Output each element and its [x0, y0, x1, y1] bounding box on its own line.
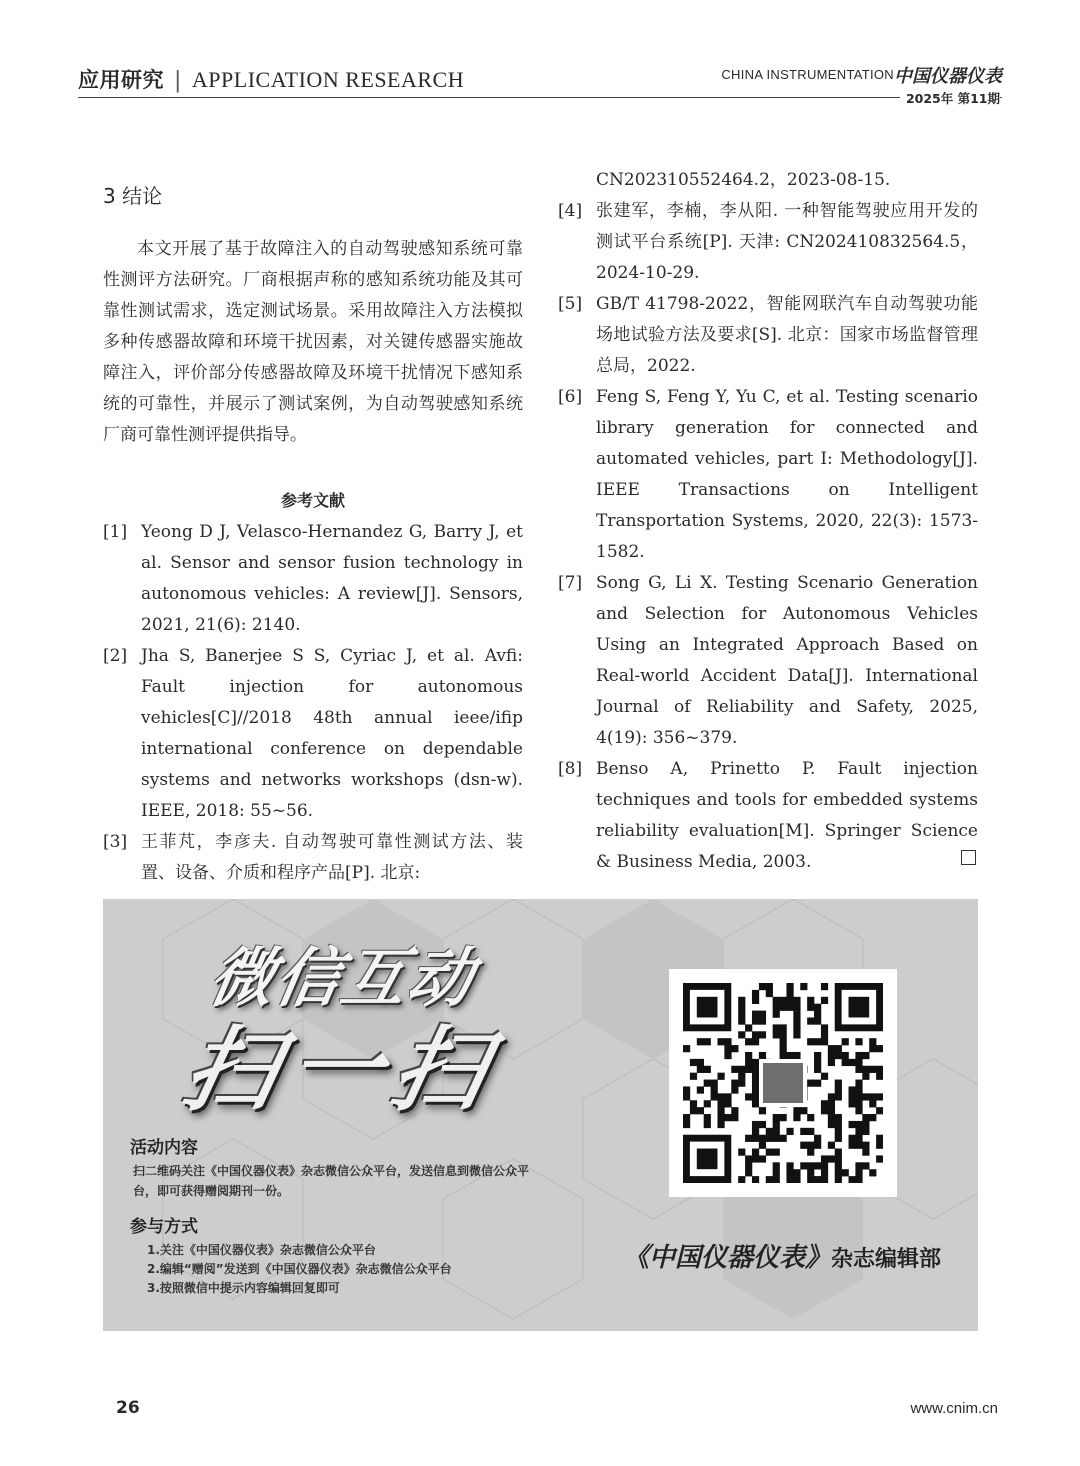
participation-steps — [147, 1241, 452, 1298]
reference-number: [6] — [558, 387, 583, 407]
wechat-ad-banner — [103, 899, 978, 1331]
reference-3-continuation: CN202310552464.2，2023-08-15. — [596, 170, 891, 190]
reference-number: [1] — [103, 522, 128, 542]
reference-number: [8] — [558, 759, 583, 779]
end-of-article-mark — [961, 850, 976, 865]
reference-item — [558, 289, 978, 382]
reference-item — [558, 382, 978, 568]
reference-text: GB/T 41798-2022，智能网联汽车自动驾驶功能场地试验方法及要求[S]. 北京：国家市场监督管理总局，2022. — [596, 294, 978, 376]
left-column — [103, 176, 523, 889]
reference-item — [103, 827, 523, 889]
reference-item — [558, 568, 978, 754]
running-header-section — [78, 64, 464, 94]
reference-text: Song G, Li X. Testing Scenario Generation and Selection for Autonomous Vehicles Using an Integrated Approach Based on Real-world Accident Data[J]. International Journal of Reliability and Safety, 2025, 4(19): 356~379. — [596, 573, 978, 748]
journal-logo-cn: 中国仪器仪表 — [894, 66, 1002, 87]
reference-number: [3] — [103, 832, 128, 852]
reference-item — [103, 641, 523, 827]
reference-item — [558, 196, 978, 289]
header-separator: | — [174, 68, 182, 93]
editorial-journal-name: 《中国仪器仪表》 — [623, 1243, 832, 1273]
right-column — [558, 165, 978, 878]
section-name-cn: 应用研究 — [78, 68, 164, 92]
editorial-credit — [623, 1237, 941, 1274]
qr-code-icon — [683, 983, 883, 1183]
references-heading: 参考文献 — [280, 491, 345, 510]
page-number: 26 — [116, 1398, 140, 1418]
qr-code[interactable] — [669, 969, 897, 1197]
reference-item — [558, 754, 978, 878]
journal-name-en: CHINA INSTRUMENTATION — [721, 67, 894, 82]
ad-title: 微信互动 — [203, 942, 481, 1016]
reference-text: Feng S, Feng Y, Yu C, et al. Testing scenario library generation for connected and automated vehicles, part I: Methodology[J]. IEEE Transactions on Intelligent Transportation Systems, 2020, 22(3): 1573-1582. — [596, 387, 978, 562]
participation-step: 2.编辑“赠阅”发送到《中国仪器仪表》杂志微信公众平台 — [147, 1262, 452, 1276]
reference-number: [7] — [558, 573, 583, 593]
reference-text: 张建军，李楠，李从阳. 一种智能驾驶应用开发的测试平台系统[P]. 天津: CN202410832564.5，2024-10-29. — [596, 201, 978, 283]
reference-text: 王菲芃，李彦夫. 自动驾驶可靠性测试方法、装置、设备、介质和程序产品[P]. 北京: — [141, 832, 523, 883]
reference-item — [103, 517, 523, 641]
editorial-department: 杂志编辑部 — [831, 1247, 942, 1272]
website-link[interactable]: www.cnim.cn — [910, 1400, 998, 1417]
issue-label: 2025年 第11期 — [900, 89, 1000, 107]
reference-number: [2] — [103, 646, 128, 666]
ad-subtitle: 扫一扫 — [174, 1017, 509, 1124]
header-rule — [78, 97, 1002, 98]
conclusion-paragraph: 本文开展了基于故障注入的自动驾驶感知系统可靠性测评方法研究。厂商根据声称的感知系统功能及其可靠性测试需求，选定测试场景。采用故障注入方法模拟多种传感器故障和环境干扰因素，对关键传感器实施故障注入，评价部分传感器故障及环境干扰情况下感知系统的可靠性，并展示了测试案例，为自动驾驶感知系统厂商可靠性测评提供指导。 — [103, 239, 523, 445]
reference-text: Benso A, Prinetto P. Fault injection techniques and tools for embedded systems reliability evaluation[M]. Springer Science & Business Media, 2003. — [596, 759, 978, 872]
participation-step: 3.按照微信中提示内容编辑回复即可 — [147, 1281, 340, 1295]
activity-text: 扫二维码关注《中国仪器仪表》杂志微信公众平台，发送信息到微信公众平台，即可获得赠阅期刊一份。 — [133, 1164, 530, 1198]
section-name-en: APPLICATION RESEARCH — [191, 67, 465, 92]
activity-heading: 活动内容 — [130, 1138, 198, 1158]
participation-step: 1.关注《中国仪器仪表》杂志微信公众平台 — [147, 1243, 376, 1257]
reference-number: [4] — [558, 201, 583, 221]
reference-text: Yeong D J, Velasco-Hernandez G, Barry J, et al. Sensor and sensor fusion technology in autonomous vehicles: A review[J]. Sensors, 2021, 21(6): 2140. — [141, 522, 523, 635]
conclusion-heading: 3 结论 — [103, 184, 163, 208]
participation-heading: 参与方式 — [130, 1217, 198, 1237]
reference-number: [5] — [558, 294, 583, 314]
reference-text: Jha S, Banerjee S S, Cyriac J, et al. Avfi: Fault injection for autonomous vehicles[C]//2018 48th annual ieee/ifip international conference on dependable systems and networks workshops (dsn-w). IEEE, 2018: 55~56. — [141, 646, 523, 821]
